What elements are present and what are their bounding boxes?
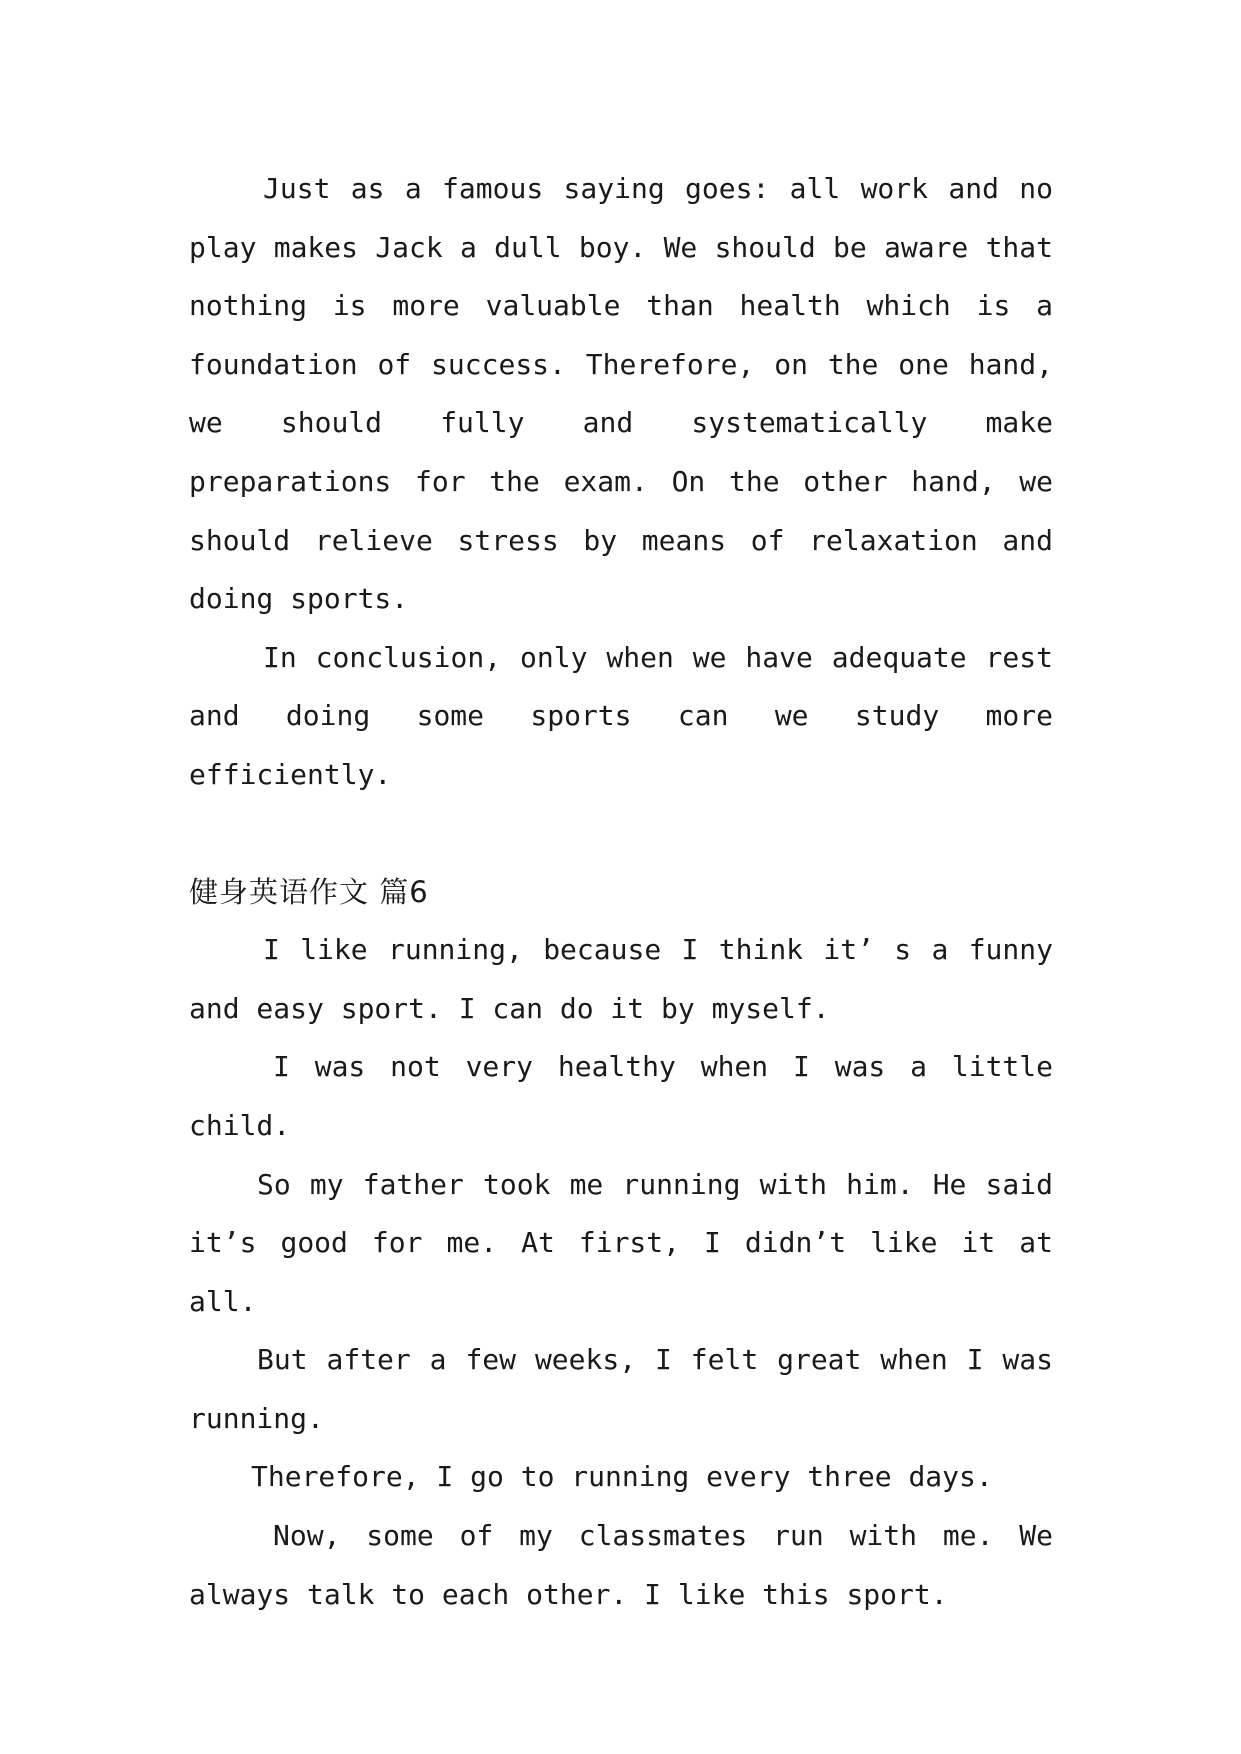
paragraph-father: So my father took me running with him. He said it’s good for me. At first, I didn’t like it at all. (189, 1167, 1053, 1318)
paragraph-classmates: Now, some of my classmates run with me. We always talk to each other. I like this sport. (189, 1519, 1053, 1611)
paragraph-therefore: Therefore, I go to running every three days. (251, 1460, 993, 1494)
paragraph-few-weeks: But after a few weeks, I felt great when I was running. (189, 1343, 1053, 1435)
section-heading: 健身英语作文 篇6 (189, 874, 429, 909)
paragraph-like-running: I like running, because I think it’ s a funny and easy sport. I can do it by myself. (189, 933, 1053, 1025)
paragraph-not-healthy: I was not very healthy when I was a little child. (189, 1050, 1053, 1142)
section-spacer (189, 805, 1053, 863)
paragraph-conclusion: In conclusion, only when we have adequate rest and doing some sports can we study more efficiently. (189, 640, 1053, 791)
document-body (189, 160, 1053, 1624)
paragraph-work-and-play: Just as a famous saying goes: all work and no play makes Jack a dull boy. We should be aware that nothing is more valuable than health which is a foundation of success. Therefore, on the one hand, we should fully and systematically make preparations for the exam. On the other hand, we should relieve stress by means of relaxation and doing sports. (189, 172, 1053, 616)
